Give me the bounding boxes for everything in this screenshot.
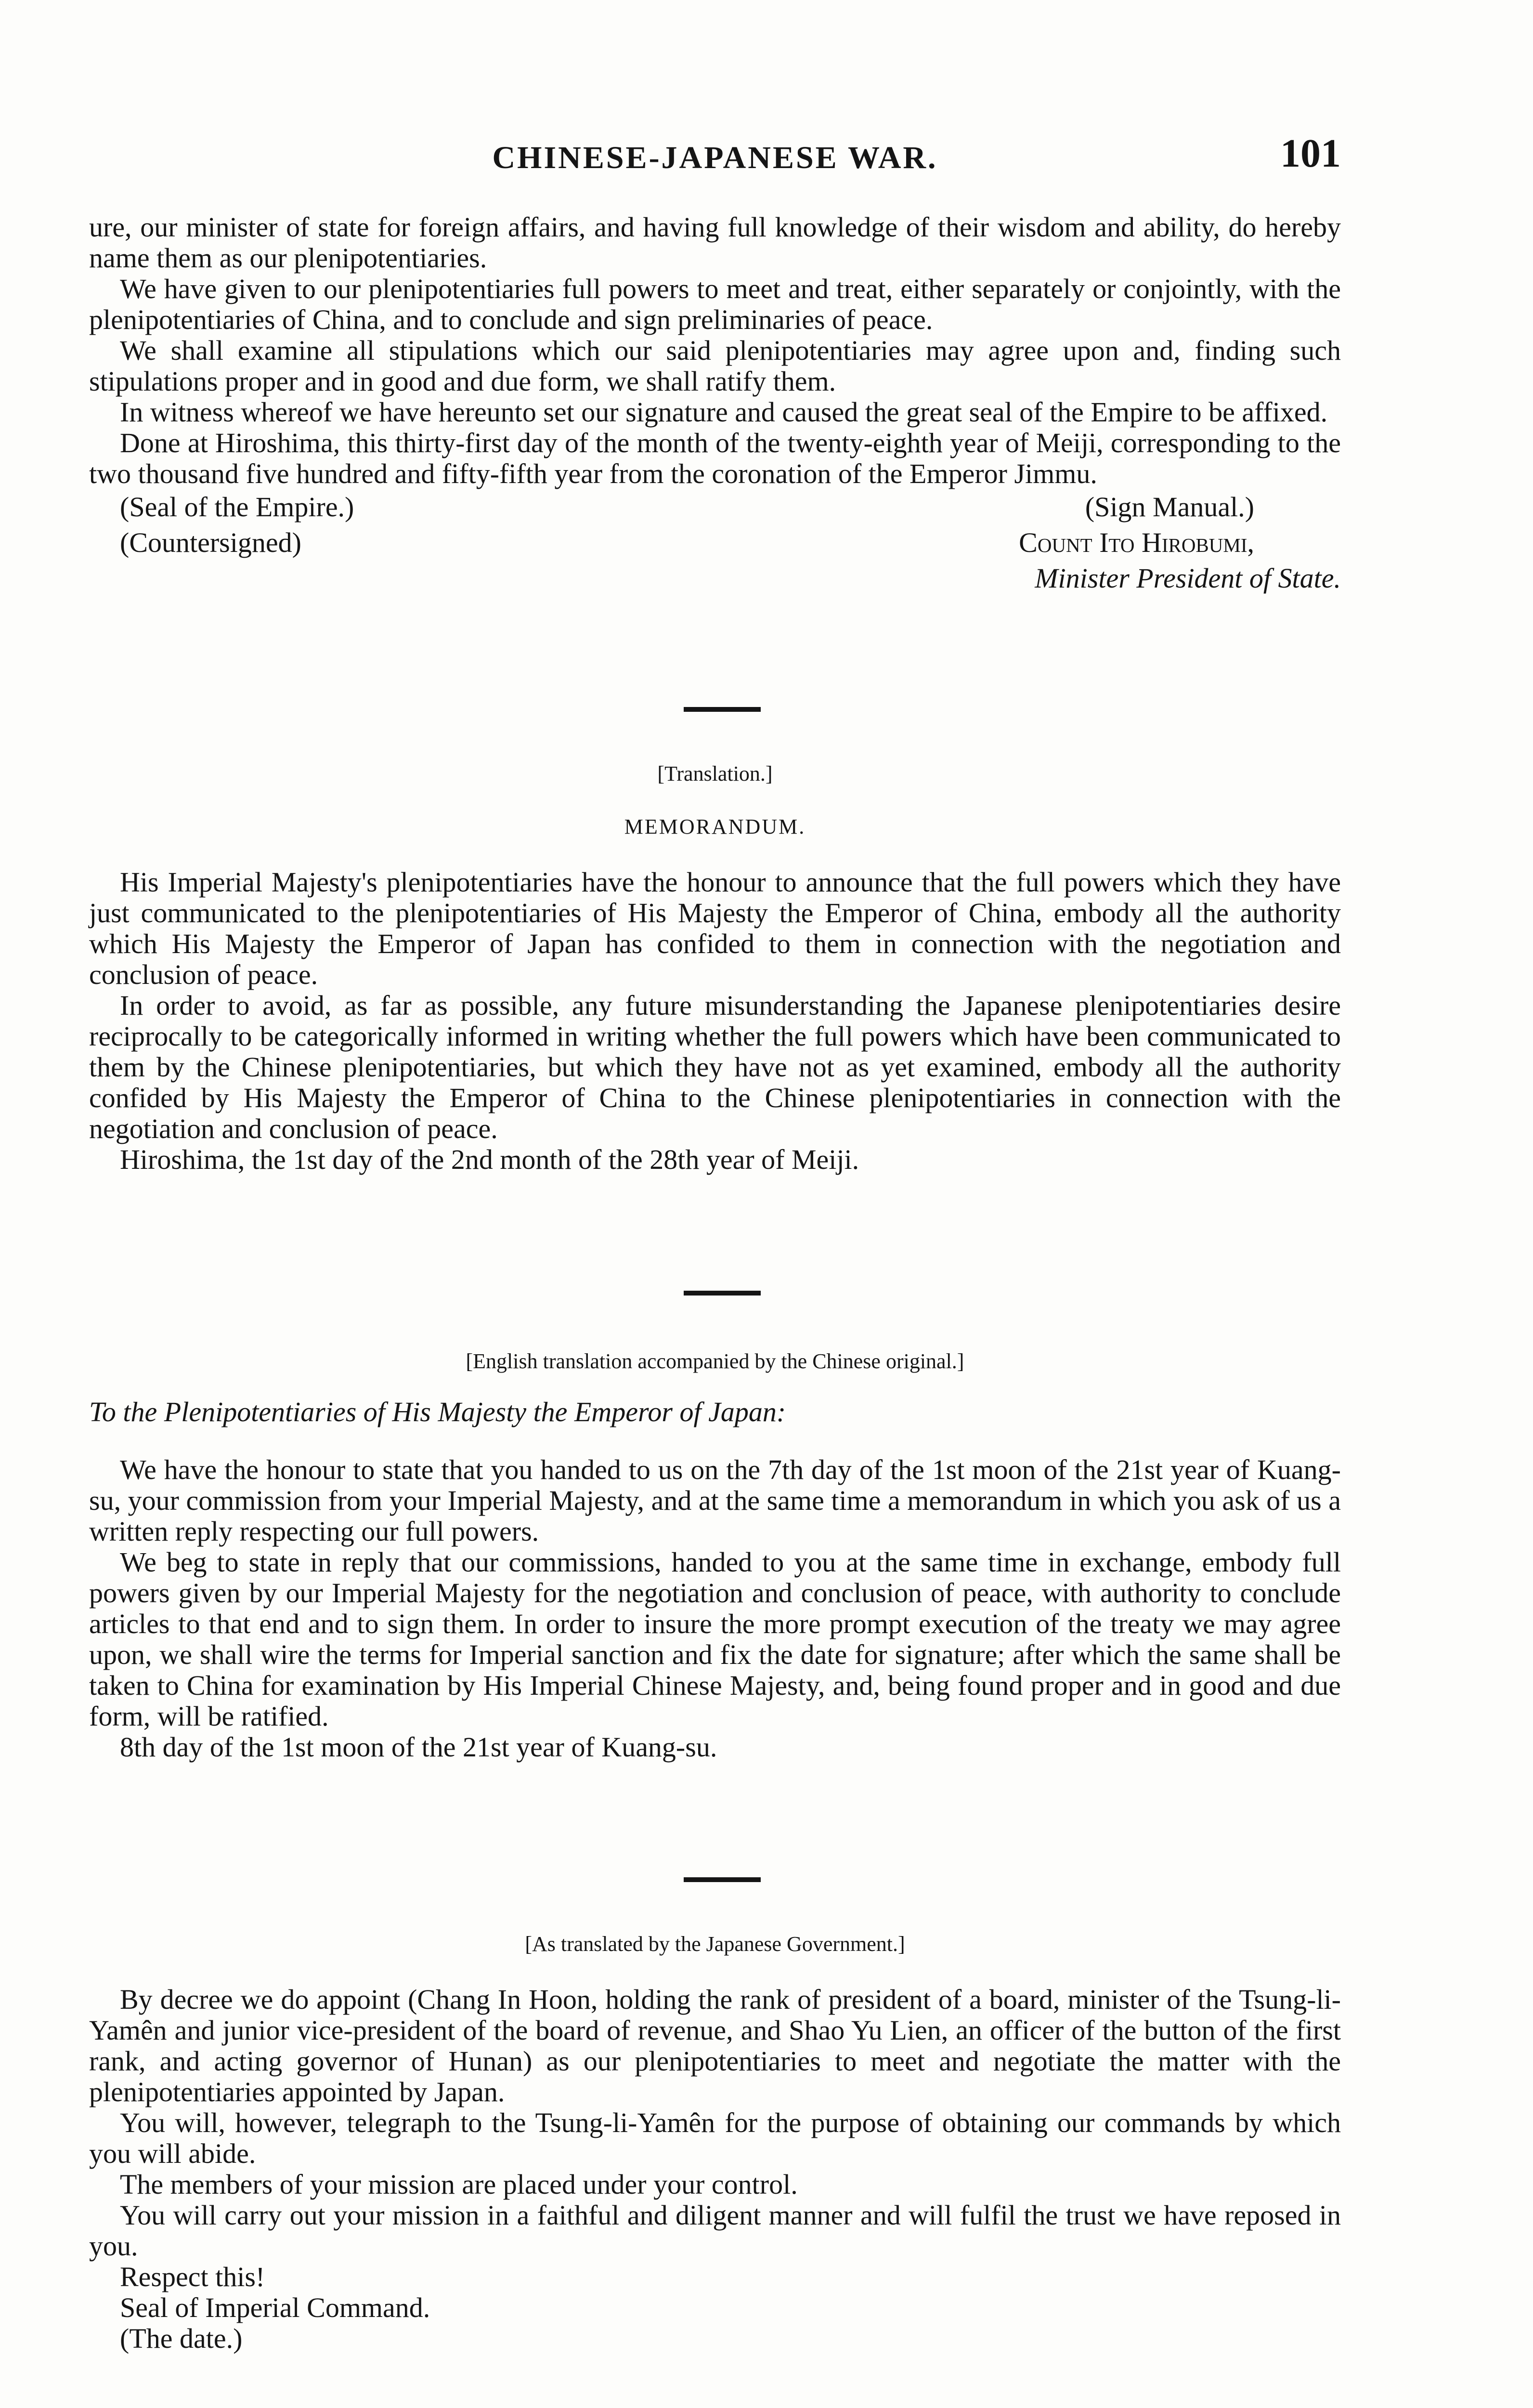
paragraph: By decree we do appoint (Chang In Hoon, holding the rank of president of a board, minister of the Tsung-li-Yamên and junior vice-president of the board of revenue, and Shao Yu Lien, an officer of the button of the first rank, and acting governor of Hunan) as our plenipotentiaries to meet and negotiate the matter with the plenipotentiaries appointed by Japan. [89,1984,1341,2107]
paragraph: We beg to state in reply that our commissions, handed to you at the same time in exchange, embody full powers given by our Imperial Majesty for the negotiation and conclusion of peace, with authority to conclude articles to that end and to sign them. In order to insure the more prompt execution of the treaty we may agree upon, we shall wire the terms for Imperial sanction and fix the date for signature; after which the same shall be taken to China for examination by His Imperial Chinese Majesty, and, being found proper and in good and due form, will be ratified. [89,1546,1341,1732]
translation-note: [As translated by the Japanese Government.] [525,1932,905,1956]
translation-note: [English translation accompanied by the Chinese original.] [466,1349,964,1373]
paragraph: In order to avoid, as far as possible, any future misunderstanding the Japanese plenipotentiaries desire reciprocally to be categorically informed in writing whether the full powers which have been communicated to them by the Chinese plenipotentiaries, but which they have not as yet examined, embody all the authority confided by His Majesty the Emperor of China to the Chinese plenipotentiaries in connection with the negotiation and conclusion of peace. [89,990,1341,1144]
paragraph: 8th day of the 1st moon of the 21st year of Kuang-su. [120,1731,717,1763]
salutation: To the Plenipotentiaries of His Majesty the Emperor of Japan: [89,1396,786,1427]
paragraph: The members of your mission are placed under your control. [120,2169,798,2200]
signature-row-2 [89,525,1341,561]
paragraph: We have the honour to state that you handed to us on the 7th day of the 1st moon of the 21st year of Kuang-su, your commission from your Imperial Majesty, and at the same time a memorandum in which you ask of us a written reply respecting our full powers. [89,1454,1341,1547]
signature-row-3 [89,561,1341,596]
memorandum-section [89,867,1341,1175]
section-divider [684,707,761,712]
section-divider [684,1877,761,1882]
signature-row-1 [89,489,1341,525]
memorandum-heading: MEMORANDUM. [624,815,806,838]
paragraph: ure, our minister of state for foreign affairs, and having full knowledge of their wisdom and ability, do hereby name them as our plenipotentiaries. [89,211,1341,274]
seal-note: (Seal of the Empire.) [120,491,354,523]
running-title: CHINESE-JAPANESE WAR. [492,140,938,175]
paragraph: Seal of Imperial Command. [120,2292,430,2323]
paragraph: His Imperial Majesty's plenipotentiaries have the honour to announce that the full powers which they have just communicated to the plenipotentiaries of His Majesty the Emperor of China, embody all the authority which His Majesty the Emperor of Japan has confided to them in connection with the negotiation and conclusion of peace. [89,866,1341,990]
commission-section [89,212,1341,596]
signatory-title: Minister President of State. [1035,563,1341,594]
paragraph: You will, however, telegraph to the Tsung-li-Yamên for the purpose of obtaining our commands by which you will abide. [89,2107,1341,2169]
paragraph: We have given to our plenipotentiaries full powers to meet and treat, either separately or conjointly, with the plenipotentiaries of China, and to conclude and sign preliminaries of peace. [89,273,1341,335]
paragraph: Respect this! [120,2261,265,2292]
countersigned-note: (Countersigned) [120,527,301,558]
decree-section [89,1984,1341,2354]
section-divider [684,1291,761,1296]
paragraph: (The date.) [120,2323,243,2354]
paragraph: We shall examine all stipulations which our said plenipotentiaries may agree upon and, finding such stipulations proper and in good and due form, we shall ratify them. [89,335,1341,397]
paragraph: Hiroshima, the 1st day of the 2nd month of the 28th year of Meiji. [120,1144,859,1175]
sign-manual-note: (Sign Manual.) [1085,491,1254,523]
page-number: 101 [1280,131,1341,176]
signatory-name: Count Ito Hirobumi, [1019,527,1254,558]
translation-note: [Translation.] [657,762,773,785]
paragraph: You will carry out your mission in a faithful and diligent manner and will fulfil the trust we have reposed in you. [89,2199,1341,2262]
paragraph: In witness whereof we have hereunto set our signature and caused the great seal of the Empire to be affixed. [120,396,1328,428]
reply-section [89,1454,1341,1763]
page-header [89,116,1341,188]
paragraph: Done at Hiroshima, this thirty-first day of the month of the twenty-eighth year of Meiji, corresponding to the two thousand five hundred and fifty-fifth year from the coronation of the Emperor Jimmu. [89,427,1341,489]
